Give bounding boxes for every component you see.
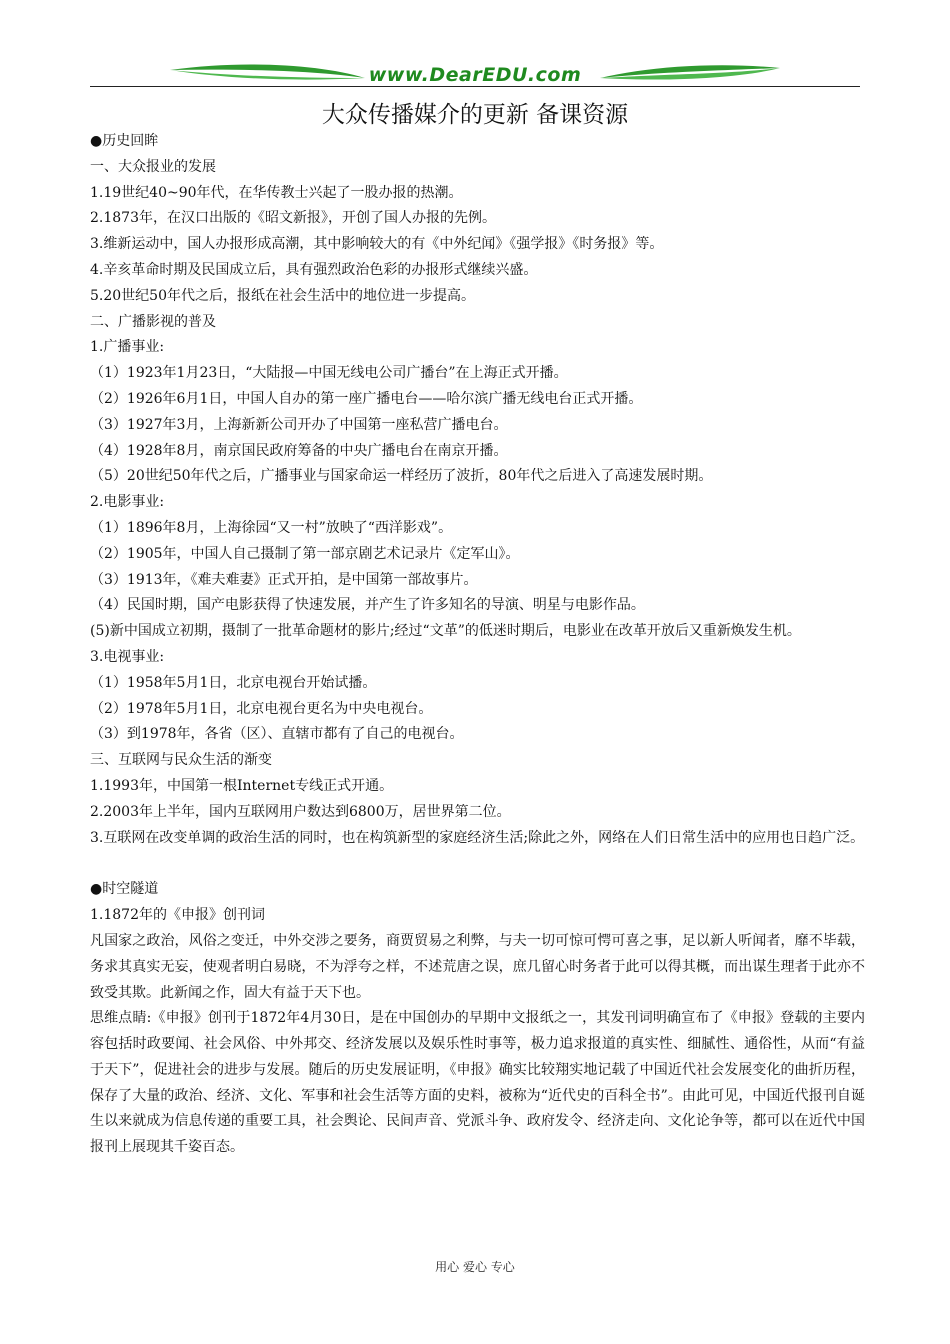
list-item: （1）1923年1月23日，“大陆报—中国无线电公司广播台”在上海正式开播。 xyxy=(90,365,568,382)
list-item: （3）1913年，《难夫难妻》正式开拍，是中国第一部故事片。 xyxy=(90,571,478,588)
list-item: （4）1928年8月，南京国民政府筹备的中央广播电台在南京开播。 xyxy=(90,442,508,459)
subsection-heading: 1.1872年的《申报》创刊词 xyxy=(90,907,265,924)
list-item: 1.19世纪40~90年代，在华传教士兴起了一股办报的热潮。 xyxy=(90,184,463,201)
list-item: （5）20世纪50年代之后，广播事业与国家命运一样经历了波折，80年代之后进入了高速发展时期。 xyxy=(90,468,713,485)
list-item: （3）到1978年，各省（区）、直辖市都有了自己的电视台。 xyxy=(90,726,464,743)
topic-heading: 1.广播事业: xyxy=(90,339,165,356)
section-heading: ●时空隧道 xyxy=(90,881,159,898)
page-title: 大众传播媒介的更新 备课资源 xyxy=(321,102,629,128)
spacer xyxy=(90,851,865,877)
list-item: （3）1927年3月，上海新新公司开办了中国第一座私营广播电台。 xyxy=(90,416,508,433)
list-item: 3.维新运动中，国人办报形成高潮，其中影响较大的有《中外纪闻》《强学报》《时务报》等。 xyxy=(90,236,664,253)
list-item: (5)新中国成立初期，摄制了一批革命题材的影片;经过“文革”的低迷时期后，电影业在改革开放后又重新焕发生机。 xyxy=(90,623,801,640)
site-logo-text[interactable]: www.DearEDU.com xyxy=(368,64,582,86)
analysis-paragraph: 思维点睛:《申报》创刊于1872年4月30日，是在中国创办的早期中文报纸之一，其发刊词明确宣布了《申报》登载的主要内容包括时政要闻、社会风俗、中外邦交、经济发展以及娱乐性时事等，极力追求报道的真实性、细腻性、通俗性，从而“有益于天下”，促进社会的进步与发展。随后的历史发展证明，《申报》确实比较翔实地记载了中国近代社会发展变化的曲折历程，保存了大量的政治、经济、文化、军事和社会生活等方面的史料，被称为“近代史的百科全书”。由此可见，中国近代报刊自诞生以来就成为信息传递的重要工具，社会舆论、民间声音、党派斗争、政府发令、经济走向、文化论争等，都可以在近代中国报刊上展现其千姿百态。 xyxy=(90,1010,865,1156)
topic-heading: 3.电视事业: xyxy=(90,648,165,665)
list-item: （2）1905年，中国人自己摄制了第一部京剧艺术记录片《定军山》。 xyxy=(90,545,520,562)
list-item: （4）民国时期，国产电影获得了快速发展，并产生了许多知名的导演、明星与电影作品。 xyxy=(90,597,645,614)
subsection-heading: 二、广播影视的普及 xyxy=(90,313,216,330)
subsection-heading: 一、大众报业的发展 xyxy=(90,158,216,175)
list-item: 2.2003年上半年，国内互联网用户数达到6800万，居世界第二位。 xyxy=(90,803,511,820)
list-item: （2）1926年6月1日，中国人自办的第一座广播电台——哈尔滨广播无线电台正式开播。 xyxy=(90,390,643,407)
list-item: （1）1958年5月1日，北京电视台开始试播。 xyxy=(90,674,377,691)
subsection-heading: 三、互联网与民众生活的渐变 xyxy=(90,752,272,769)
header-divider xyxy=(90,86,860,87)
list-item: 4.辛亥革命时期及民国成立后，具有强烈政治色彩的办报形式继续兴盛。 xyxy=(90,261,538,278)
list-item: 3.互联网在改变单调的政治生活的同时，也在构筑新型的家庭经济生活;除此之外，网络在人们日常生活中的应用也日趋广泛。 xyxy=(90,829,865,846)
document-body xyxy=(90,129,865,1161)
list-item: （2）1978年5月1日，北京电视台更名为中央电视台。 xyxy=(90,700,433,717)
quote-paragraph: 凡国家之政治，风俗之变迁，中外交涉之要务，商贾贸易之利弊，与夫一切可惊可愕可喜之事，足以新人听闻者，靡不毕载，务求其真实无妄，使观者明白易晓，不为浮夸之样，不述荒唐之误，庶几留心时务者于此可以得其概，而出谋生理者于此亦不致受其欺。此新闻之作，固大有益于天下也。 xyxy=(90,932,865,1001)
page-footer: 用心 爱心 专心 xyxy=(435,1260,515,1274)
list-item: （1）1896年8月，上海徐园“又一村”放映了“西洋影戏”。 xyxy=(90,519,453,536)
topic-heading: 2.电影事业: xyxy=(90,494,165,511)
list-item: 1.1993年，中国第一根Internet专线正式开通。 xyxy=(90,777,394,794)
list-item: 5.20世纪50年代之后，报纸在社会生活中的地位进一步提高。 xyxy=(90,287,475,304)
list-item: 2.1873年，在汉口出版的《昭文新报》，开创了国人办报的先例。 xyxy=(90,210,496,227)
section-heading: ●历史回眸 xyxy=(90,133,159,149)
